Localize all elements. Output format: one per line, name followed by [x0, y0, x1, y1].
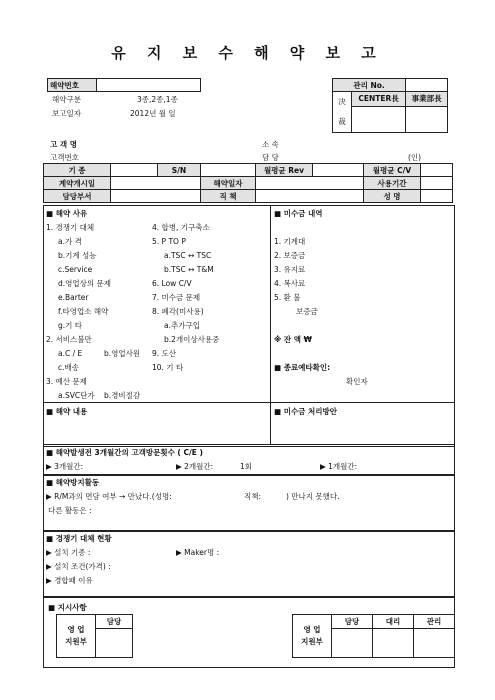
reason-right-item: 5. P TO P [152, 237, 186, 246]
reason-left-item: b.기계 성능 [58, 251, 97, 260]
agent-sign[interactable] [373, 628, 414, 657]
cancel-date-label: 해약일자 [201, 177, 256, 190]
reason-left-item: d.영업상의 문제 [58, 279, 111, 288]
prevent-line2: 다른 활동은 : [48, 506, 92, 515]
model-label: 기 종 [44, 164, 111, 177]
reason-left-item: 2. 서비스불만 [46, 335, 92, 344]
cancel-date-value[interactable] [256, 177, 364, 190]
charge-label: 담당 [96, 615, 133, 629]
dept-value[interactable] [111, 190, 201, 203]
reason-left-item: f.타영업소 해약 [58, 307, 109, 316]
reason-right-item: b.TSC ↔ T&M [164, 265, 214, 274]
approval-table [332, 78, 448, 133]
visits-header: ■ 해약발생전 3개월간의 고객방문횟수 ( C/E ) [46, 448, 203, 457]
reasons-header: ■ 해약 사유 [46, 209, 88, 218]
content-header: ■ 해약 내용 [46, 407, 88, 416]
prevent-line1c: ) 만나지 못했다. [286, 492, 340, 501]
avg-rev-value[interactable] [313, 164, 364, 177]
reason-right-item: a.추가구입 [164, 321, 200, 330]
start-date-value[interactable] [111, 177, 201, 190]
competitor-maker: ▶ Maker명 : [176, 548, 220, 557]
unpaid-item: 보증금 [296, 307, 318, 316]
instruction-header: ■ 지시사항 [48, 603, 87, 612]
competitor-header: ■ 경쟁기 대체 현황 [46, 534, 112, 543]
reason-right-item: a.TSC ↔ TSC [164, 251, 212, 260]
reason-left-item: e.Barter [58, 293, 89, 302]
dept-label: 담당부서 [44, 190, 111, 203]
reason-right-item: 8. 폐각(미사용) [152, 307, 204, 316]
visits-2m-value: 1회 [240, 462, 253, 471]
reason-right-item: 9. 도산 [152, 349, 177, 358]
plan-header: ■ 미수금 처리방안 [274, 407, 338, 416]
prevent-line1a: ▶ R/M과의 면담 여부 → 만났다.(성명: [46, 492, 172, 501]
period-value[interactable] [421, 177, 453, 190]
reasons-box [43, 205, 455, 447]
sales-support-label: 영 업 지원부 [293, 615, 332, 658]
confirmer-label: 확인자 [346, 377, 368, 386]
prevent-box [43, 474, 455, 532]
report-date-label: 보고일자 [52, 109, 81, 118]
competitor-terms: ▶ 설치 조건(가격) : [46, 562, 111, 571]
customer-dept-label: 소 속 [262, 140, 279, 149]
start-date-label: 계약개시일 [44, 177, 111, 190]
contract-type-label: 해약구분 [52, 95, 81, 104]
sn-label: S/N [158, 164, 201, 177]
contract-no-label: 해약번호 [48, 79, 97, 92]
manager-label: 관리 [414, 615, 455, 629]
reason-right-item: 7. 미수금 문제 [152, 293, 201, 302]
charge-sign[interactable] [96, 628, 133, 657]
sn-value[interactable] [201, 164, 256, 177]
report-date-value: 2012년 월 일 [130, 109, 176, 118]
avg-cv-value[interactable] [421, 164, 453, 177]
reason-left-item: c.배송 [58, 363, 79, 372]
confirm-label: ■ 종료예타확인: [274, 363, 331, 372]
decide-bottom-label: 裁 [338, 117, 346, 126]
balance-label: ※ 잔 액 ₩ [274, 335, 312, 344]
customer-name-label: 고 객 명 [50, 140, 77, 149]
avg-rev-label: 월평균 Rev [256, 164, 313, 177]
position-value[interactable] [256, 190, 364, 203]
position-label: 직 책 [201, 190, 256, 203]
center-head-sign[interactable] [352, 106, 406, 132]
vertical-divider [270, 205, 271, 445]
reason-left-item: a.C / E [58, 349, 83, 358]
reason-left-item: a.가 격 [58, 237, 82, 246]
competitor-reason: ▶ 경합패 이유 [46, 576, 93, 585]
seal-mark: (인) [408, 153, 422, 162]
competitor-model: ▶ 설치 기종 : [46, 548, 91, 557]
approval-cell [333, 92, 352, 133]
reason-left-item: a.SVC단가 [58, 391, 95, 400]
reason-right-item: 6. Low C/V [152, 279, 192, 288]
reason-right-item: b.2개이상사용중 [164, 335, 220, 344]
unpaid-item: 1. 기계대 [274, 237, 306, 246]
page-title: 유 지 보 수 해 약 보 고 [111, 44, 384, 62]
reason-left-item: 3. 예산 문제 [46, 377, 87, 386]
prevent-header: ■ 해약방지활동 [46, 478, 100, 487]
reason-right-item: 10. 기 타 [152, 363, 184, 372]
person-name-value[interactable] [421, 190, 453, 203]
contract-no-table [47, 78, 201, 92]
horizontal-divider [43, 402, 454, 403]
customer-no-label: 고객번호 [50, 153, 79, 162]
unpaid-item: 5. 환 불 [274, 293, 301, 302]
unpaid-header: ■ 미수금 내역 [274, 209, 323, 218]
sign-table-left [56, 614, 133, 658]
model-value[interactable] [111, 164, 158, 177]
manager-sign[interactable] [414, 628, 455, 657]
dept-head-label: 事業部長 [406, 92, 448, 107]
visits-3m-label: ▶ 3개월간: [46, 462, 84, 471]
reason-left-item: b.영업사원 [104, 349, 141, 358]
person-name-label: 성 명 [364, 190, 421, 203]
charge-sign[interactable] [332, 628, 373, 657]
contract-type-value: 3종,2종,1종 [137, 95, 178, 104]
unpaid-item: 3. 유지료 [274, 265, 306, 274]
avg-cv-label: 월평균 C/V [364, 164, 421, 177]
customer-charge-label: 담 당 [262, 153, 279, 162]
prevent-line1b: 직책: [244, 492, 262, 501]
sales-support-label: 영 업 지원부 [57, 615, 96, 658]
agent-label: 대리 [373, 615, 414, 629]
unpaid-item: 4. 복사료 [274, 279, 306, 288]
reason-left-item: b.경비절감 [104, 391, 141, 400]
reason-left-item: 1. 경쟁기 대체 [46, 223, 95, 232]
visits-2m-label: ▶ 2개월간: [176, 462, 214, 471]
unpaid-item: 2. 보증금 [274, 251, 306, 260]
mgmt-no-label: 관리 No. [333, 79, 406, 92]
visits-1m-label: ▶ 1개월간: [320, 462, 358, 471]
reason-left-item: g.기 타 [58, 321, 83, 330]
dept-head-sign[interactable] [406, 106, 448, 132]
charge-label: 담당 [332, 615, 373, 629]
contract-no-value[interactable] [97, 79, 201, 92]
info-grid [43, 163, 453, 203]
reason-left-item: c.Service [58, 265, 93, 274]
center-head-label: CENTER長 [352, 92, 406, 107]
mgmt-no-value[interactable] [406, 79, 448, 92]
period-label: 사용기간 [364, 177, 421, 190]
reason-right-item: 4. 합병, 기구축소 [152, 223, 210, 232]
sign-table-right [292, 614, 455, 658]
decide-top-label: 決 [338, 97, 346, 106]
